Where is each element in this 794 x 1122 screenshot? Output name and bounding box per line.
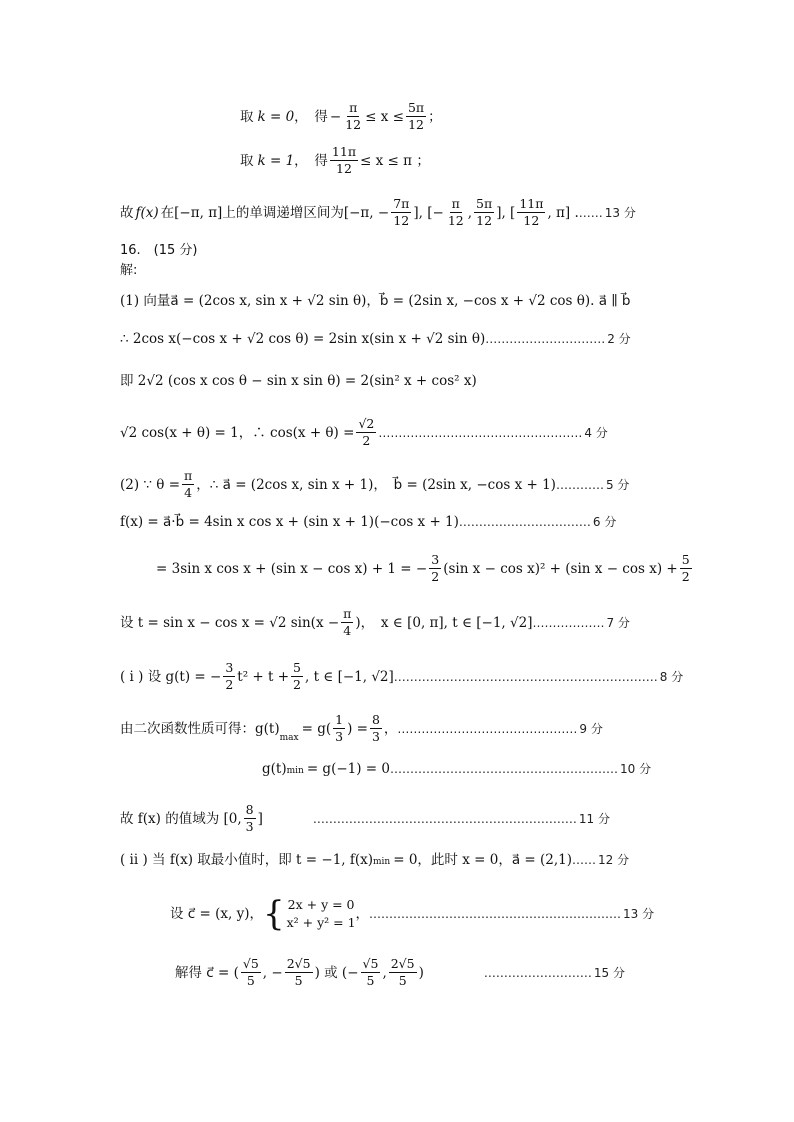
text: 上的单调递增区间为	[222, 204, 344, 221]
math: ) =	[347, 720, 368, 737]
fraction: $\frac{11\pi}{12}$	[331, 144, 357, 176]
math: ≤ x ≤ π ；	[360, 152, 430, 169]
equation-system	[263, 896, 356, 932]
part-ii-minimum	[120, 851, 629, 869]
leader-dots: …………………………………………………………	[312, 811, 577, 826]
g-min	[262, 760, 651, 778]
math: √2 cos(x + θ) = 1，∴ cos(x + θ) =	[120, 424, 355, 441]
math: [−π, π]	[174, 204, 223, 221]
score-label: 6 分	[592, 515, 617, 529]
math: ( i ) 设 g(t) = −	[120, 668, 222, 685]
equation-row: x² + y² = 1	[286, 915, 356, 930]
solution-label-text: 解:	[120, 263, 138, 278]
score-label: 13 分	[604, 205, 636, 220]
math: = 3sin x cos x + (sin x − cos x) + 1 = −	[156, 560, 428, 577]
line-k1	[240, 144, 430, 177]
fraction: $\frac{8}{3}$	[371, 712, 380, 744]
fraction: $\frac{2√5}{5}$	[390, 956, 415, 988]
score-label: 9 分	[579, 721, 603, 736]
math: 设 t = sin x − cos x = √2 sin(x −	[120, 614, 340, 631]
leader-dots: ………………………………………………………	[369, 907, 622, 921]
math: ) 或 (−	[314, 964, 359, 981]
g-definition	[120, 660, 683, 693]
math: ,	[467, 204, 473, 221]
math: , π] .	[547, 204, 579, 221]
cos-result	[120, 416, 608, 449]
math: t² + t +	[237, 668, 290, 685]
math: ≤ x ≤	[365, 108, 404, 125]
score-label: 4 分	[584, 425, 608, 440]
math: 即 2√2 (cos x cos θ − sin x sin θ) = 2(sin² x + cos² x)	[120, 373, 477, 389]
math: ]	[257, 810, 263, 827]
fraction: $\frac{\pi}{12}$	[447, 196, 464, 228]
fraction: $\frac{7\pi}{12}$	[393, 196, 410, 228]
vector-c-system	[170, 896, 654, 932]
math: (sin x − cos x)² + (sin x − cos x) +	[443, 560, 678, 577]
leader-dots: ……………………………………………	[378, 425, 583, 440]
g-max	[120, 712, 603, 745]
text: 故	[120, 204, 134, 221]
math: ( ii ) 当 f(x) 取最小值时，即 t = −1, f(x)	[120, 852, 374, 868]
math: 故 f(x) 的值域为 [0,	[120, 810, 242, 827]
math: 设 c⃗ = (x, y)，	[170, 906, 263, 922]
subscript: max	[279, 733, 299, 743]
math: 解得 c⃗ = (	[175, 964, 239, 981]
leader-dots: …………………………………………………………	[393, 669, 658, 684]
fraction: $\frac{2√5}{5}$	[286, 956, 311, 988]
fraction: $\frac{5}{2}$	[681, 552, 690, 584]
text: ，	[355, 906, 370, 922]
math: = 0，此时 x = 0，a⃗ = (2,1)	[393, 852, 572, 868]
math: a⃗ = (2cos x, sin x + √2 sin θ)	[170, 293, 367, 309]
math: [−π, −	[343, 204, 390, 221]
subscript: min	[286, 766, 304, 776]
math: b⃗ = (2sin x, −cos x + √2 cos θ)	[379, 293, 591, 309]
score-label: 10 分	[620, 762, 652, 776]
fraction: $\frac{\pi}{4}$	[343, 606, 352, 638]
part1-vectors	[120, 292, 630, 310]
math: k = 0	[257, 108, 295, 125]
math: = g(−1) = 0	[306, 761, 390, 777]
leader-dots: …………	[555, 477, 604, 492]
math: ，∴ a⃗ = (2cos x, sin x + 1)， b⃗ = (2sin x, −cos x + 1)	[196, 476, 556, 493]
fraction: $\frac{√5}{5}$	[362, 956, 379, 988]
equation-row: 2x + y = 0	[287, 897, 355, 912]
math: , −	[262, 964, 283, 981]
math: (2) ∵ θ =	[120, 476, 181, 493]
score-label: 11 分	[578, 811, 610, 826]
brace-icon: {	[262, 894, 285, 934]
math: ∴ 2cos x(−cos x + √2 cos θ) = 2sin x(sin x + √2 sin θ)	[120, 331, 486, 347]
part2-theta	[120, 468, 629, 501]
text: ，	[383, 720, 398, 737]
parallel-condition	[120, 330, 631, 348]
fraction: $\frac{\pi}{4}$	[184, 468, 193, 500]
text: (1) 向量	[120, 293, 171, 309]
range-result	[120, 802, 610, 835]
score-label: 8 分	[659, 669, 684, 684]
solution-label	[120, 262, 137, 280]
leader-dots: ………………	[532, 615, 605, 630]
leader-dots: …………………………………………………	[390, 762, 618, 776]
math: ], [	[496, 204, 516, 221]
fraction: $\frac{\pi}{12}$	[345, 100, 362, 132]
line-conclusion-interval	[120, 196, 636, 229]
math: ], [−	[413, 204, 444, 221]
math: f(x) = a⃗·b⃗ = 4sin x cos x + (sin x + 1)(−cos x + 1)	[120, 514, 459, 530]
f-definition	[120, 513, 616, 531]
leader-dots: ……	[571, 853, 596, 867]
leader-dots: ………………………………………	[397, 721, 578, 736]
fraction: $\frac{1}{3}$	[335, 712, 344, 744]
score-label: 13 分	[623, 907, 655, 921]
fraction: $\frac{5\pi}{12}$	[476, 196, 493, 228]
text: ， 得	[294, 108, 328, 125]
expansion-line	[120, 372, 477, 390]
text: 取	[240, 108, 254, 125]
fraction: $\frac{3}{2}$	[431, 552, 440, 584]
fraction: $\frac{3}{2}$	[225, 660, 234, 692]
vector-c-solution	[175, 956, 625, 989]
math: )	[418, 964, 424, 981]
text: 取	[240, 152, 254, 169]
score-label: 7 分	[606, 615, 630, 630]
leader-dots: …………………………	[485, 332, 606, 346]
math: f(x)	[135, 204, 159, 221]
text: ；	[428, 108, 442, 125]
math: 由二次函数性质可得：g(t)	[120, 720, 280, 737]
score-label: 15 分	[593, 965, 625, 980]
fraction: $\frac{√5}{5}$	[242, 956, 259, 988]
fraction: $\frac{5}{2}$	[293, 660, 301, 692]
leader-dots: ……	[578, 205, 603, 220]
text: ， 得	[294, 152, 328, 169]
leader-dots: ……………………………	[458, 515, 591, 529]
subscript: min	[373, 857, 391, 867]
fraction: $\frac{5\pi}{12}$	[407, 100, 425, 132]
score-label: 2 分	[607, 332, 631, 346]
fraction: $\frac{8}{3}$	[245, 802, 254, 834]
substitution-t	[120, 606, 630, 639]
math: g(t)	[262, 761, 287, 777]
math: k = 1	[257, 152, 295, 169]
text: ，	[366, 293, 380, 309]
math: , t ∈ [−1, √2]	[305, 668, 394, 685]
minus: −	[329, 108, 342, 125]
line-k0	[240, 100, 442, 133]
leader-dots: ………………………	[483, 965, 592, 980]
math: . a⃗ ∥ b⃗	[590, 293, 631, 309]
math: = g(	[301, 720, 332, 737]
text: 在	[160, 204, 175, 221]
question-number: 16. (15 分)	[120, 243, 198, 258]
f-simplified	[156, 552, 694, 585]
math: )， x ∈ [0, π], t ∈ [−1, √2]	[355, 614, 533, 631]
fraction: $\frac{11\pi}{12}$	[519, 196, 544, 228]
score-label: 5 分	[605, 477, 630, 492]
math: ,	[382, 964, 387, 981]
fraction: $\frac{√2}{2}$	[358, 416, 375, 448]
score-label: 12 分	[597, 853, 630, 867]
question-16-title	[120, 242, 198, 260]
